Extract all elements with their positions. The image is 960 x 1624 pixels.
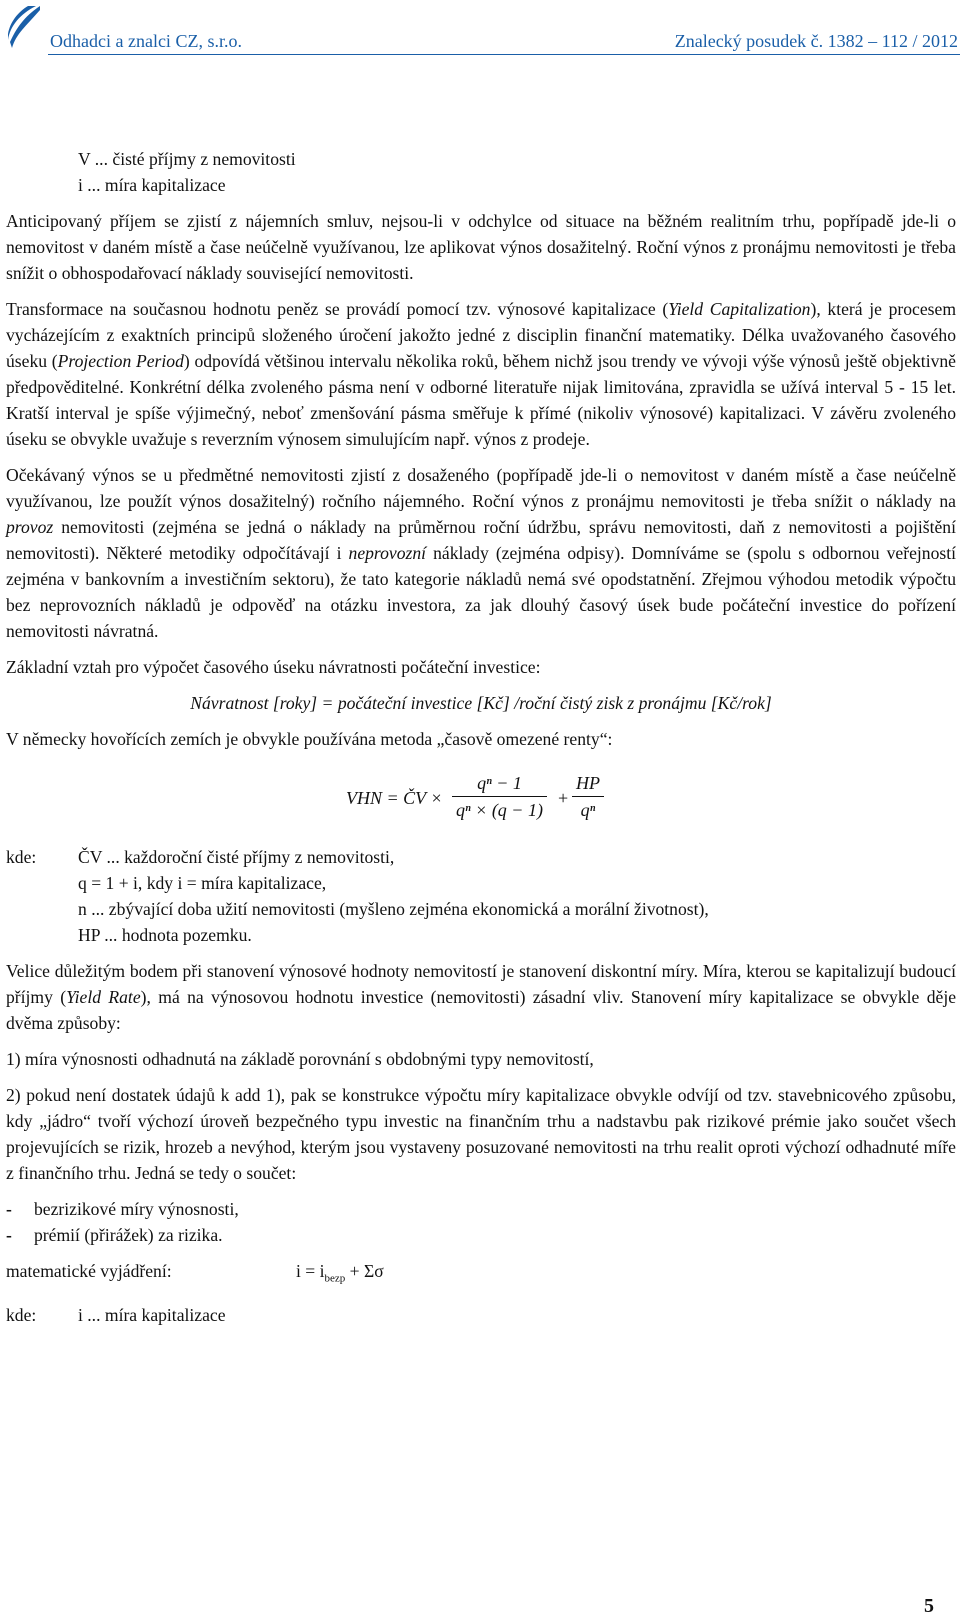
header-rule bbox=[48, 54, 960, 55]
company-name: Odhadci a znalci CZ, s.r.o. bbox=[50, 31, 242, 51]
formula-plus: + bbox=[558, 788, 569, 808]
formula-payback: Návratnost [roky] = počáteční investice [Kč] /roční čistý zisk z pronájmu [Kč/rok] bbox=[190, 693, 772, 713]
formula-fraction-2: $\frac{HP}{\text{qⁿ}}$ bbox=[572, 770, 604, 823]
page-header bbox=[0, 0, 960, 70]
page-number: 5 bbox=[924, 1595, 934, 1617]
formula-fraction-1: $\frac{\text{qⁿ − 1}}{\text{qⁿ × (q − 1)}}$ bbox=[452, 770, 547, 823]
document-body bbox=[6, 146, 956, 1328]
company-logo-icon bbox=[6, 4, 42, 55]
paragraph-anticipated-income: Anticipovaný příjem se zjistí z nájemních smluv, nejsou-li v odchylce od situace na běžném realitním trhu, popřípadě jde-li o nemovitost v daném místě a čase neúčelně využívanou, lze aplikovat výnos dosažitelný. Roční výnos z pronájmu nemovitosti je třeba snížit o obhospodařovací náklady související nemovitosti. bbox=[6, 211, 956, 283]
paragraph-expected-yield: Očekávaný výnos se u předmětné nemovitosti zjistí z dosaženého (popřípadě jde-li o nemovitost v daném místě a čase neúčelně využívanou, lze použít výnos dosažitelný) ročního nájemného. Roční výnos z pronájmu nemovitosti je třeba snížit o náklady na provoz nemovitosti (zejména se jedná o náklady na průměrnou roční údržbu, správu nemovitosti, daň z nemovitosti a pojištění nemovitosti). Některé metodiky odpočítávají i neprovozní náklady (zejména odpisy). Domníváme se (spolu s odbornou veřejností zejména v bankovním a investičním sektoru), že tato kategorie nákladů nemá své opodstatnění. Zřejmou výhodou metodik výpočtu bez neprovozních nákladů je odpověď na otázku investora, za jak dlouhý časový úsek bude počáteční investice do pořízení nemovitosti návratná. bbox=[6, 465, 956, 641]
paragraph-transformation: Transformace na současnou hodnotu peněz se provádí pomocí tzv. výnosové kapitalizace (Yield Capitalization), která je procesem vycházejícím z exaktních principů složeného úročení jakožto jedné z disciplin finanční matematiky. Délka uvažovaného časového úseku (Projection Period) odpovídá většinou intervalu několika roků, během nichž jsou trendy ve vývoji výše výnosů ještě objektivně předpověditelné. Konkrétní délka zvoleného pásma není v odborné literatuře nijak limitována, zpravidla se užívá interval 5 - 15 let. Kratší interval je spíše výjimečný, neboť zmenšování pásma směřuje k přímé (nikoliv výnosové) kapitalizaci. V závěru zvoleného úseku se obvykle uvažuje s reverzním výnosem simulujícím např. výnos z prodeje. bbox=[6, 299, 957, 449]
where-label: kde: bbox=[6, 847, 37, 867]
paragraph-discount-rate: Velice důležitým bodem při stanovení výnosové hodnoty nemovitostí je stanovení diskontní míry. Míra, kterou se kapitalizují budoucí příjmy (Yield Rate), má na výnosovou hodnotu investice (nemovitosti) zásadní vliv. Stanovení míry kapitalizace se obvykle děje dvěma způsoby: bbox=[6, 961, 957, 1033]
where-item: ČV ... každoroční čisté příjmy z nemovitosti, bbox=[78, 847, 395, 867]
formula-lhs: VHN = ČV × bbox=[346, 788, 443, 808]
where-items bbox=[78, 844, 709, 948]
where-block bbox=[6, 844, 956, 948]
paragraph-method-1: 1) míra výnosnosti odhadnutá na základě porovnání s obdobnými typy nemovitostí, bbox=[6, 1049, 594, 1069]
bullet-item: - bezrizikové míry výnosnosti, bbox=[6, 1199, 239, 1219]
where-item: q = 1 + i, kdy i = míra kapitalizace, bbox=[78, 873, 327, 893]
math-expression: matematické vyjádření: $i = i_{bezp} + \Sigma\sigma$ bbox=[6, 1258, 956, 1292]
paragraph-method-2: 2) pokud není dostatek údajů k add 1), pak se konstrukce výpočtu míry kapitalizace obvykle odvíjí od tzv. stavebnicového způsobu, kdy „jádro“ tvoří výchozí úroveň bezpečného typu investic na finančním trhu a nadstavbu pak rizikové prémie jako součet všech projevujících se rizik, hrozeb a nevýhod, kterým jsou vystaveny posuzované nemovitosti na trhu realit oproti výchozí odhadnuté míře z finančního trhu. Jedná se tedy o součet: bbox=[6, 1085, 956, 1183]
formula-vhn bbox=[6, 762, 956, 836]
where-block-2: kde: i ... míra kapitalizace bbox=[6, 1304, 226, 1325]
document-number: Znalecký posudek č. 1382 – 112 / 2012 bbox=[674, 31, 958, 51]
where-item: HP ... hodnota pozemku. bbox=[78, 925, 252, 945]
math-formula: $i = i_{bezp} + \Sigma\sigma$ bbox=[296, 1261, 384, 1285]
definition-i: i ... míra kapitalizace bbox=[78, 175, 226, 195]
definition-v: V ... čisté příjmy z nemovitosti bbox=[78, 149, 296, 169]
where-item: n ... zbývající doba užití nemovitosti (myšleno zejména ekonomická a morální životnost), bbox=[78, 899, 709, 919]
bullet-item: - prémií (přirážek) za rizika. bbox=[6, 1225, 223, 1245]
paragraph-german-method: V německy hovořících zemích je obvykle používána metoda „časově omezené renty“: bbox=[6, 729, 613, 749]
paragraph-basic-relation: Základní vztah pro výpočet časového úseku návratnosti počáteční investice: bbox=[6, 657, 541, 677]
